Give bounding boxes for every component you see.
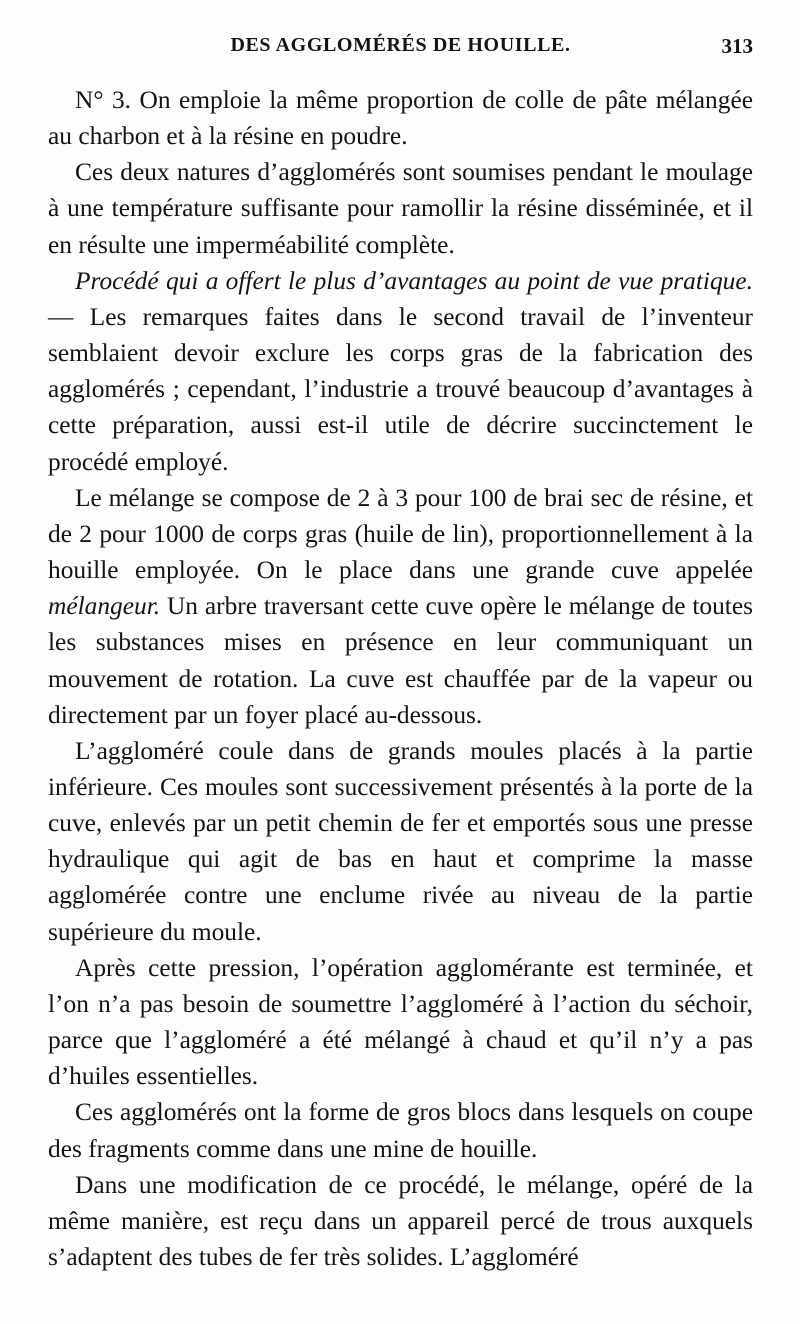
- paragraph-procede: [48, 263, 753, 480]
- paragraph-modification: Dans une modification de ce procédé, le mélange, opéré de la même manière, est reçu dans un appareil percé de trous auxquels s’adaptent des tubes de fer très solides. L’aggloméré: [48, 1170, 753, 1271]
- running-head: [48, 34, 753, 68]
- paragraph-melange: [48, 480, 753, 733]
- paragraph-pression: Après cette pression, l’opération agglomérante est terminée, et l’on n’a pas besoin de soumettre l’aggloméré à l’action du séchoir, parce que l’aggloméré a été mélangé à chaud et qu’il n’y a pas d’huiles essentielles.: [48, 953, 753, 1091]
- running-title: DES AGGLOMÉRÉS DE HOUILLE.: [230, 34, 571, 56]
- paragraph-melange-text-a: Le mélange se compose de 2 à 3 pour 100 de brai sec de résine, et de 2 pour 1000 de corps gras (huile de lin), proportionnellement à la houille employée. On le place dans une grande cuve appelée: [48, 483, 753, 585]
- paragraph-moules: L’aggloméré coule dans de grands moules placés à la partie inférieure. Ces moules sont successivement présentés à la porte de la cuve, enlevés par un petit chemin de fer et emportés sous une presse hydraulique qui agit de bas en haut et comprime la masse agglomérée contre une enclume rivée au niveau de la partie supérieure du moule.: [48, 736, 753, 946]
- paragraph-no3: N° 3. On emploie la même proportion de colle de pâte mélangée au charbon et à la résine en poudre.: [48, 86, 753, 151]
- body-text: [48, 82, 753, 1275]
- paragraph-two-kinds: Ces deux natures d’agglomérés sont soumises pendant le moulage à une température suffisante pour ramollir la résine disséminée, et il en résulte une imperméabilité complète.: [48, 158, 753, 259]
- melangeur-term: mélangeur.: [48, 592, 161, 621]
- paragraph-procede-text: — Les remarques faites dans le second travail de l’inventeur semblaient devoir exclure les corps gras de la fabrication des agglomérés ; cependant, l’industrie a trouvé beaucoup d’avantages à cette préparation, aussi est-il utile de décrire succinctement le procédé employé.: [48, 302, 753, 476]
- section-heading-italic: Procédé qui a offert le plus d’avantages au point de vue pratique.: [75, 266, 753, 295]
- page-number: 313: [721, 34, 753, 58]
- paragraph-melange-text-b: Un arbre traversant cette cuve opère le mélange de toutes les substances mises en présence en leur communiquant un mouvement de rotation. La cuve est chauffée par de la vapeur ou directement par un foyer placé au-dessous.: [48, 592, 753, 729]
- paragraph-blocs: Ces agglomérés ont la forme de gros blocs dans lesquels on coupe des fragments comme dans une mine de houille.: [48, 1098, 753, 1163]
